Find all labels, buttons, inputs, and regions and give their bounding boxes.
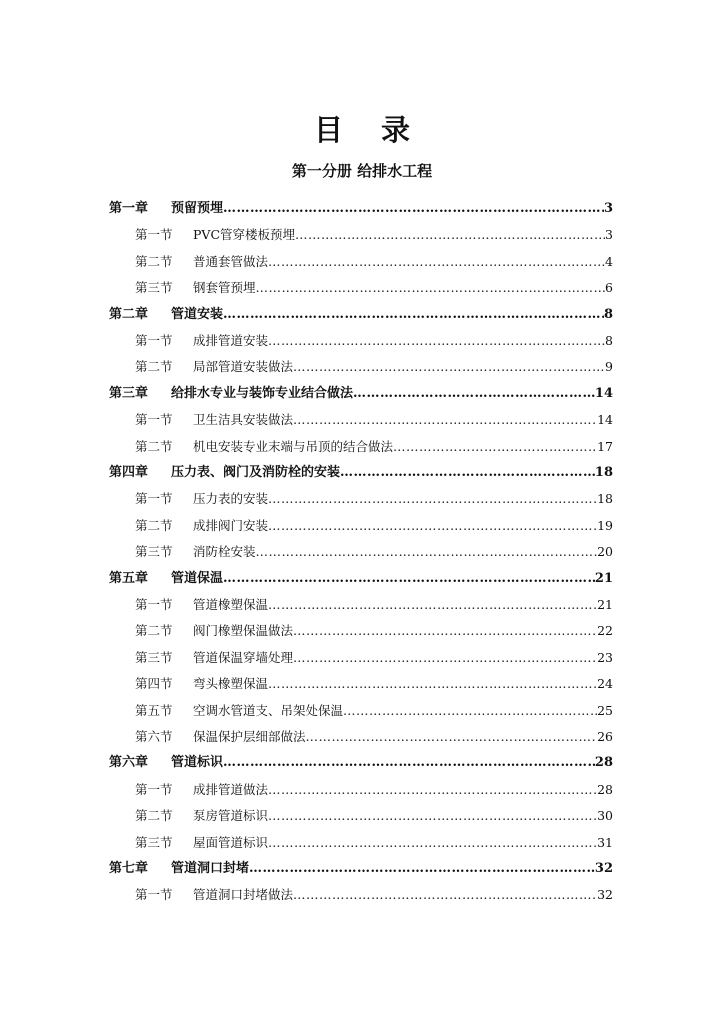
toc-chapter-entry[interactable]	[109, 462, 613, 484]
toc-page-number: 22	[597, 623, 613, 639]
toc-entry-number: 第二节	[135, 623, 173, 639]
toc-page-number: 3	[603, 201, 613, 216]
toc-entry-title: 管道安装	[171, 306, 224, 322]
toc-section-entry[interactable]	[135, 700, 613, 722]
toc-entry-title: 成排管道安装	[193, 333, 269, 348]
toc-leader-dots	[249, 858, 595, 880]
toc-leader-dots	[268, 805, 597, 827]
toc-entry-number: 第一节	[135, 887, 173, 903]
toc-leader-dots	[353, 383, 595, 405]
toc-page-number: 21	[594, 570, 613, 586]
toc-page-number: 21	[597, 597, 613, 612]
toc-page-number: 23	[597, 649, 613, 665]
toc-page-number: 28	[594, 755, 613, 771]
toc-section-entry[interactable]	[135, 356, 613, 378]
toc-leader-dots	[256, 541, 598, 563]
toc-entry-title: 成排阀门安装	[193, 517, 269, 533]
toc-chapter-entry[interactable]	[109, 383, 613, 405]
toc-entry-title: 预留预埋	[171, 201, 224, 216]
toc-entry-number: 第五节	[135, 702, 173, 718]
toc-page-number: 14	[597, 412, 613, 428]
toc-entry-title: 管道保温穿墙处理	[193, 649, 294, 665]
toc-entry-number: 第一节	[135, 333, 173, 348]
toc-leader-dots	[268, 832, 597, 854]
toc-entry-number: 第三章	[109, 385, 149, 401]
toc-entry-number: 第六章	[109, 755, 149, 771]
toc-section-entry[interactable]	[135, 884, 613, 906]
toc-leader-dots	[293, 409, 597, 431]
toc-page-number: 32	[597, 887, 613, 903]
toc-page-number: 4	[605, 253, 613, 269]
toc-entry-number: 第一节	[135, 597, 173, 612]
toc-leader-dots	[223, 752, 595, 774]
toc-entry-title: 给排水专业与装饰专业结合做法	[171, 385, 354, 401]
toc-page-number: 3	[605, 227, 613, 243]
toc-entry-title: 钢套管预埋	[193, 280, 256, 296]
toc-section-entry[interactable]	[135, 594, 613, 616]
toc-leader-dots	[268, 779, 597, 801]
toc-section-entry[interactable]	[135, 541, 613, 563]
toc-page-number: 6	[605, 280, 613, 296]
volume-subtitle: 第一分册 给排水工程	[291, 162, 433, 180]
toc-section-entry[interactable]	[135, 436, 613, 458]
toc-section-entry[interactable]	[135, 726, 613, 748]
toc-page-number: 32	[594, 861, 613, 876]
toc-page-number: 30	[597, 808, 613, 824]
toc-page-number: 18	[594, 465, 613, 480]
toc-chapter-entry[interactable]	[109, 304, 613, 326]
toc-page-number: 24	[597, 676, 613, 692]
toc-entry-title: 压力表、阀门及消防栓的安装	[171, 465, 341, 480]
toc-entry-title: 屋面管道标识	[193, 834, 269, 850]
toc-section-entry[interactable]	[135, 779, 613, 801]
toc-leader-dots	[268, 488, 597, 510]
toc-entry-number: 第二节	[135, 517, 173, 533]
toc-page-number: 14	[594, 385, 613, 401]
toc-chapter-entry[interactable]	[109, 198, 613, 220]
toc-leader-dots	[223, 568, 595, 590]
toc-entry-title: 管道橡塑保温	[193, 597, 269, 612]
toc-entry-number: 第二节	[135, 438, 173, 454]
toc-entry-number: 第一节	[135, 781, 173, 797]
toc-entry-title: 管道保温	[171, 570, 224, 586]
toc-entry-number: 第三节	[135, 280, 173, 296]
toc-entry-title: 局部管道安装做法	[193, 359, 294, 375]
toc-section-entry[interactable]	[135, 488, 613, 510]
toc-entry-title: 弯头橡塑保温	[193, 676, 269, 692]
toc-leader-dots	[268, 251, 605, 273]
toc-entry-number: 第一节	[135, 227, 173, 243]
toc-entry-number: 第一节	[135, 412, 173, 428]
toc-page-number: 31	[597, 834, 613, 850]
toc-entry-number: 第七章	[109, 861, 149, 876]
toc-entry-number: 第四节	[135, 676, 173, 692]
toc-entry-number: 第四章	[109, 465, 149, 480]
toc-entry-title: 消防栓安装	[193, 544, 256, 560]
toc-entry-title: 卫生洁具安装做法	[193, 412, 294, 428]
toc-page-number: 8	[603, 306, 613, 322]
toc-section-entry[interactable]	[135, 805, 613, 827]
toc-leader-dots	[293, 356, 605, 378]
toc-leader-dots	[223, 198, 604, 220]
toc-leader-dots	[306, 726, 598, 748]
toc-section-entry[interactable]	[135, 620, 613, 642]
toc-entry-title: 阀门橡塑保温做法	[193, 623, 294, 639]
toc-leader-dots	[268, 673, 597, 695]
toc-entry-number: 第二节	[135, 808, 173, 824]
toc-section-entry[interactable]	[135, 673, 613, 695]
toc-leader-dots	[340, 462, 595, 484]
toc-entry-title: 泵房管道标识	[193, 808, 269, 824]
toc-entry-title: 保温保护层细部做法	[193, 729, 306, 744]
toc-entry-number: 第二章	[109, 306, 149, 322]
toc-leader-dots	[295, 224, 605, 246]
toc-entry-title: 管道洞口封堵	[171, 861, 250, 876]
toc-entry-title: 空调水管道支、吊架处保温	[193, 702, 344, 718]
toc-section-entry[interactable]	[135, 277, 613, 299]
toc-leader-dots	[343, 700, 597, 722]
toc-entry-title: 压力表的安装	[193, 491, 269, 507]
toc-leader-dots	[256, 277, 606, 299]
toc-chapter-entry[interactable]	[109, 568, 613, 590]
toc-page-number: 25	[597, 702, 613, 718]
toc-section-entry[interactable]	[135, 832, 613, 854]
toc-entry-number: 第一节	[135, 491, 173, 507]
toc-leader-dots	[268, 515, 597, 537]
toc-entry-title: 成排管道做法	[193, 781, 269, 797]
toc-leader-dots	[268, 594, 597, 616]
toc-page-number: 20	[597, 544, 613, 560]
toc-entry-number: 第六节	[135, 729, 173, 744]
toc-entry-number: 第二节	[135, 359, 173, 375]
toc-entry-title: PVC管穿楼板预埋	[193, 227, 296, 243]
page-title: 目 录	[313, 113, 425, 147]
toc-page-number: 17	[597, 438, 613, 454]
toc-page-number: 26	[597, 729, 613, 744]
toc-section-entry[interactable]	[135, 515, 613, 537]
toc-leader-dots	[393, 436, 597, 458]
toc-section-entry[interactable]	[135, 330, 613, 352]
toc-leader-dots	[223, 304, 604, 326]
toc-entry-number: 第三节	[135, 544, 173, 560]
toc-entry-title: 普通套管做法	[193, 253, 269, 269]
toc-page-number: 9	[605, 359, 613, 375]
toc-entry-number: 第三节	[135, 649, 173, 665]
toc-page-number: 19	[597, 517, 613, 533]
toc-leader-dots	[268, 330, 605, 352]
toc-page-number: 28	[597, 781, 613, 797]
toc-chapter-entry[interactable]	[109, 752, 613, 774]
toc-page-number: 18	[597, 491, 613, 507]
toc-section-entry[interactable]	[135, 409, 613, 431]
toc-leader-dots	[293, 884, 597, 906]
toc-leader-dots	[293, 647, 597, 669]
toc-leader-dots	[293, 620, 597, 642]
toc-entry-title: 管道标识	[171, 755, 224, 771]
toc-page-number: 8	[605, 333, 613, 348]
toc-section-entry[interactable]	[135, 224, 613, 246]
toc-entry-number: 第二节	[135, 253, 173, 269]
toc-section-entry[interactable]	[135, 251, 613, 273]
toc-entry-title: 管道洞口封堵做法	[193, 887, 294, 903]
toc-entry-number: 第三节	[135, 834, 173, 850]
toc-entry-number: 第五章	[109, 570, 149, 586]
toc-entry-title: 机电安装专业末端与吊顶的结合做法	[193, 438, 394, 454]
toc-entry-number: 第一章	[109, 201, 149, 216]
toc-section-entry[interactable]	[135, 647, 613, 669]
toc-chapter-entry[interactable]	[109, 858, 613, 880]
